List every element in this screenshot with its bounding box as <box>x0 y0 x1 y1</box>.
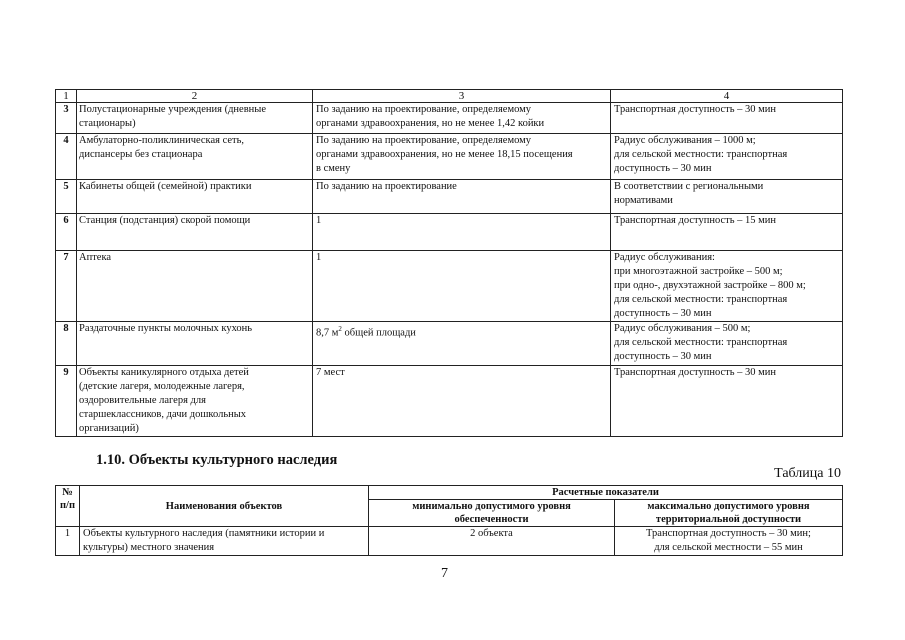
object-name: Кабинеты общей (семейной) практики <box>77 180 313 214</box>
row-number: 8 <box>56 322 77 366</box>
object-name: Раздаточные пункты молочных кухонь <box>77 322 313 366</box>
object-name: Станция (подстанция) скорой помощи <box>77 214 313 251</box>
table-caption: Таблица 10 <box>774 466 841 481</box>
section-title: 1.10. Объекты культурного наследия <box>96 452 338 468</box>
accessibility: В соответствии с региональными нормативами <box>611 180 843 214</box>
area-suffix: общей площади <box>341 327 416 339</box>
cultural-heritage-table <box>55 485 843 556</box>
object-name: Аптека <box>77 251 313 322</box>
object-name: Полустационарные учреждения (дневные стационары) <box>77 103 313 134</box>
table-row <box>56 180 843 214</box>
col-number-1: 1 <box>56 90 77 103</box>
col-header-object: Наименования объектов <box>80 486 369 527</box>
min-level: По заданию на проектирование <box>313 180 611 214</box>
object-name: Объекты культурного наследия (памятники истории и культуры) местного значения <box>80 527 369 556</box>
col-number-2: 2 <box>77 90 313 103</box>
col-header-min: минимально допустимого уровня обеспеченности <box>369 500 615 527</box>
object-name: Амбулаторно-поликлиническая сеть, диспансеры без стационара <box>77 134 313 180</box>
table-row <box>56 134 843 180</box>
col-number-3: 3 <box>313 90 611 103</box>
row-number: 3 <box>56 103 77 134</box>
table-row <box>56 103 843 134</box>
table-row <box>56 251 843 322</box>
col-header-indicators: Расчетные показатели <box>369 486 843 500</box>
accessibility: Радиус обслуживания – 1000 м; для сельской местности: транспортная доступность – 30 мин <box>611 134 843 180</box>
min-level: 1 <box>313 251 611 322</box>
table-row <box>56 214 843 251</box>
table-row <box>56 527 843 556</box>
min-level <box>313 322 611 366</box>
min-level: 7 мест <box>313 366 611 437</box>
col-header-max: максимально допустимого уровня территориальной доступности <box>615 500 843 527</box>
row-number: 4 <box>56 134 77 180</box>
min-level: По заданию на проектирование, определяемому органами здравоохранения, но не менее 1,42 койки <box>313 103 611 134</box>
accessibility: Транспортная доступность – 30 мин <box>611 103 843 134</box>
row-number: 6 <box>56 214 77 251</box>
object-name: Объекты каникулярного отдыха детей (детские лагеря, молодежные лагеря, оздоровительные лагеря для старшеклассников, дачи дошкольных организаций) <box>77 366 313 437</box>
accessibility: Радиус обслуживания – 500 м; для сельской местности: транспортная доступность – 30 мин <box>611 322 843 366</box>
area-value: 8,7 м <box>316 327 339 339</box>
accessibility: Транспортная доступность – 15 мин <box>611 214 843 251</box>
norms-table <box>55 89 843 437</box>
table-row <box>56 366 843 437</box>
max-level: Транспортная доступность – 30 мин; для сельской местности – 55 мин <box>615 527 843 556</box>
row-number: 9 <box>56 366 77 437</box>
header-row-group <box>56 486 843 500</box>
row-number: 7 <box>56 251 77 322</box>
min-level: По заданию на проектирование, определяемому органами здравоохранения, но не менее 18,15 посещения в смену <box>313 134 611 180</box>
row-number: 1 <box>56 527 80 556</box>
table-row <box>56 322 843 366</box>
min-level: 2 объекта <box>369 527 615 556</box>
min-level: 1 <box>313 214 611 251</box>
col-number-4: 4 <box>611 90 843 103</box>
column-number-row <box>56 90 843 103</box>
area-unit-exponent: 2 <box>338 325 342 333</box>
row-number: 5 <box>56 180 77 214</box>
accessibility: Радиус обслуживания: при многоэтажной застройке – 500 м; при одно-, двухэтажной застройке – 800 м; для сельской местности: транспортная доступность – 30 мин <box>611 251 843 322</box>
accessibility: Транспортная доступность – 30 мин <box>611 366 843 437</box>
col-header-number: № п/п <box>56 486 80 527</box>
page-number: 7 <box>441 566 448 581</box>
